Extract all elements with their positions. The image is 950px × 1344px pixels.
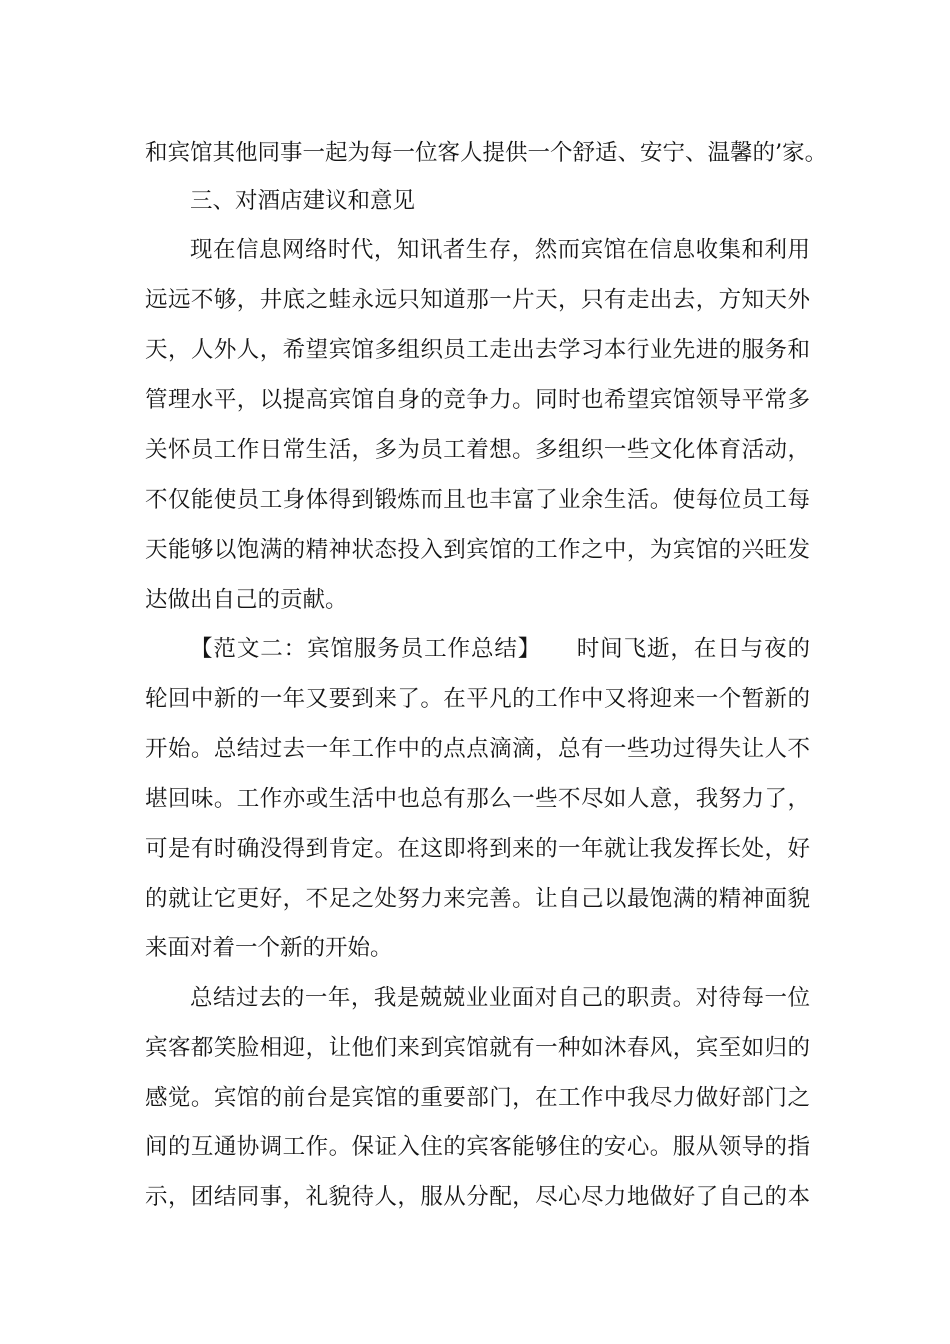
text-line: 和宾馆其他同事一起为每一位客人提供一个舒适、安宁、温馨的’家。 — [145, 140, 828, 166]
text-line: 来面对着一个新的开始。 — [145, 935, 393, 961]
text-line: 的就让它更好，不足之处努力来完善。让自己以最饱满的精神面貌 — [145, 886, 810, 912]
text-line: 总结过去的一年，我是兢兢业业面对自己的职责。对待每一位 — [190, 985, 810, 1011]
text-line: 达做出自己的贡献。 — [145, 587, 348, 613]
text-line: 堪回味。工作亦或生活中也总有那么一些不尽如人意，我努力了， — [145, 786, 810, 812]
text-line: 现在信息网络时代，知讯者生存，然而宾馆在信息收集和利用 — [190, 237, 810, 263]
text-line: 间的互通协调工作。保证入住的宾客能够住的安心。服从领导的指 — [145, 1134, 810, 1160]
text-line: 远远不够，井底之蛙永远只知道那一片天，只有走出去，方知天外 — [145, 287, 810, 313]
text-line: 感觉。宾馆的前台是宾馆的重要部门，在工作中我尽力做好部门之 — [145, 1085, 810, 1111]
text-line: 不仅能使员工身体得到锻炼而且也丰富了业余生活。使每位员工每 — [145, 487, 810, 513]
section-heading: 三、对酒店建议和意见 — [190, 188, 416, 214]
text-line: 天，人外人，希望宾馆多组织员工走出去学习本行业先进的服务和 — [145, 337, 810, 363]
text-line: 天能够以饱满的精神状态投入到宾馆的工作之中，为宾馆的兴旺发 — [145, 537, 810, 563]
text-line: 示，团结同事，礼貌待人，服从分配，尽心尽力地做好了自己的本 — [145, 1184, 810, 1210]
text-line: 【范文二：宾馆服务员工作总结】 时间飞逝，在日与夜的 — [190, 636, 810, 662]
text-line: 轮回中新的一年又要到来了。在平凡的工作中又将迎来一个暂新的 — [145, 686, 810, 712]
text-line: 宾客都笑脸相迎，让他们来到宾馆就有一种如沐春风，宾至如归的 — [145, 1035, 810, 1061]
text-line: 开始。总结过去一年工作中的点点滴滴，总有一些功过得失让人不 — [145, 736, 810, 762]
text-line: 可是有时确没得到肯定。在这即将到来的一年就让我发挥长处，好 — [145, 836, 810, 862]
text-line: 关怀员工作日常生活，多为员工着想。多组织一些文化体育活动， — [145, 437, 810, 463]
text-line: 管理水平，以提高宾馆自身的竞争力。同时也希望宾馆领导平常多 — [145, 387, 810, 413]
